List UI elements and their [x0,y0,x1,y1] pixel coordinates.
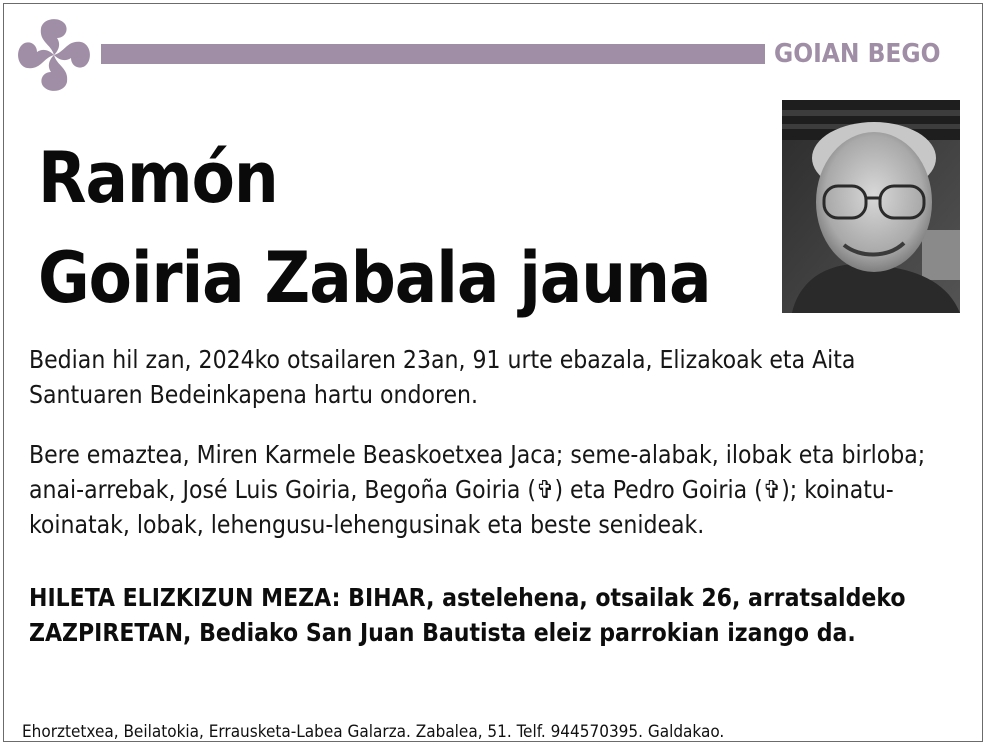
deceased-first-name: Ramón [38,137,278,219]
portrait-photo [782,100,960,313]
family-paragraph: Bere emaztea, Miren Karmele Beaskoetxea Jaca; seme-alabak, ilobak eta birloba; anai-arrebak, José Luis Goiria, Begoña Goiria (✞) eta Pedro Goiria (✞); koinatu-koinatak, lobak, lehengusu-lehengusinak eta beste senideak. [29,440,926,539]
lauburu-icon [13,14,95,96]
obituary-frame [3,3,983,742]
section-label: GOIAN BEGO [774,39,941,69]
deceased-surname: Goiria Zabala jauna [38,237,711,319]
funeral-mass-paragraph: HILETA ELIZKIZUN MEZA: BIHAR, astelehena, otsailak 26, arratsaldeko ZAZPIRETAN, Bediako San Juan Bautista eleiz parrokian izango da. [29,583,906,647]
death-notice-paragraph: Bedian hil zan, 2024ko otsailaren 23an, 91 urte ebazala, Elizakoak eta Aita Santuaren Bedeinkapena hartu ondoren. [29,345,856,409]
header-band [101,44,765,64]
funeral-home-footer: Ehorztetxea, Beilatokia, Errausketa-Labea Galarza. Zabalea, 51. Telf. 944570395. Galdakao. [22,722,725,742]
